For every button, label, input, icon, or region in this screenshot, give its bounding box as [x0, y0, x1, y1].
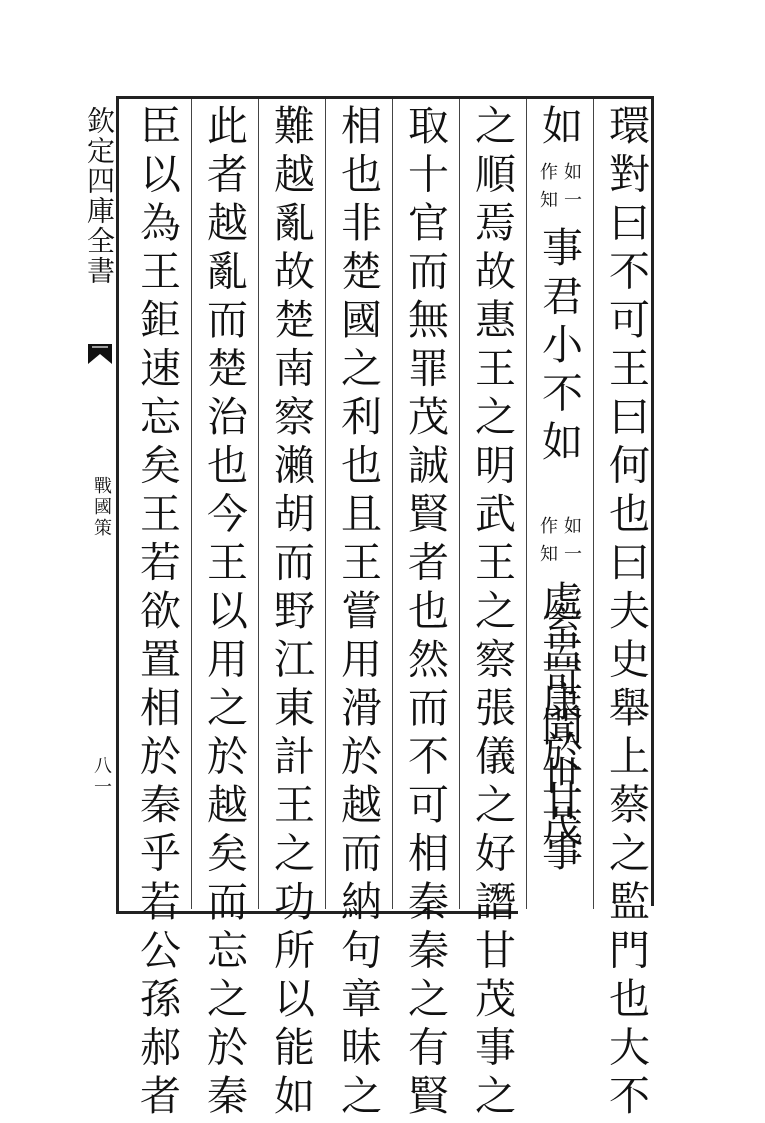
text-column-1: 環對曰不可王曰何也曰夫史舉上蔡之監門也大不 [602, 104, 650, 1123]
text-column-6: 難越亂故楚南察瀨胡而野江東計王之功所以能如 [267, 104, 315, 1123]
text-column-7: 此者越亂而楚治也今王以用之於越矣而忘之於秦 [200, 104, 248, 1123]
text-column-4: 取十官而無罪茂誠賢者也然而不可相秦秦之有賢 [401, 104, 449, 1123]
column-2-segment-2: 事君小不如 [535, 226, 583, 469]
interlinear-note [530, 162, 588, 224]
column-divider [392, 99, 393, 909]
column-divider [526, 99, 527, 909]
text-column-2 [530, 104, 588, 914]
note-left-line: 作知 [537, 516, 558, 572]
column-2-segment-1: 如 [535, 104, 583, 153]
column-divider [459, 99, 460, 909]
text-column-3: 之順焉故惠王之明武王之察張儀之好譖甘茂事之 [468, 104, 516, 1123]
column-divider [325, 99, 326, 909]
column-divider [593, 99, 594, 909]
margin-collection-title: 欽定四庫全書 [83, 106, 116, 286]
note-left-line: 作知 [537, 162, 558, 218]
frame-left-border [116, 96, 119, 914]
margin-book-title: 戰國策 [91, 476, 112, 539]
frame-top-border [118, 96, 653, 99]
column-divider [191, 99, 192, 909]
column-divider [258, 99, 259, 909]
column-2-segment-3: 處室呂苛康聞於世甘茂事 [535, 580, 583, 855]
text-column-5: 相也非楚國之利也且王嘗用滑於越而納句章昧之 [334, 104, 382, 1123]
note-right-line: 如一 [561, 516, 582, 572]
fish-tail-mark-icon [86, 340, 114, 368]
note-right-line: 如一 [561, 162, 582, 218]
margin-page-number: 八一 [91, 756, 112, 798]
interlinear-note [530, 516, 588, 578]
text-column-8: 臣以為王鉅速忘矣王若欲置相於秦乎若公孫郝者 [133, 104, 181, 1123]
